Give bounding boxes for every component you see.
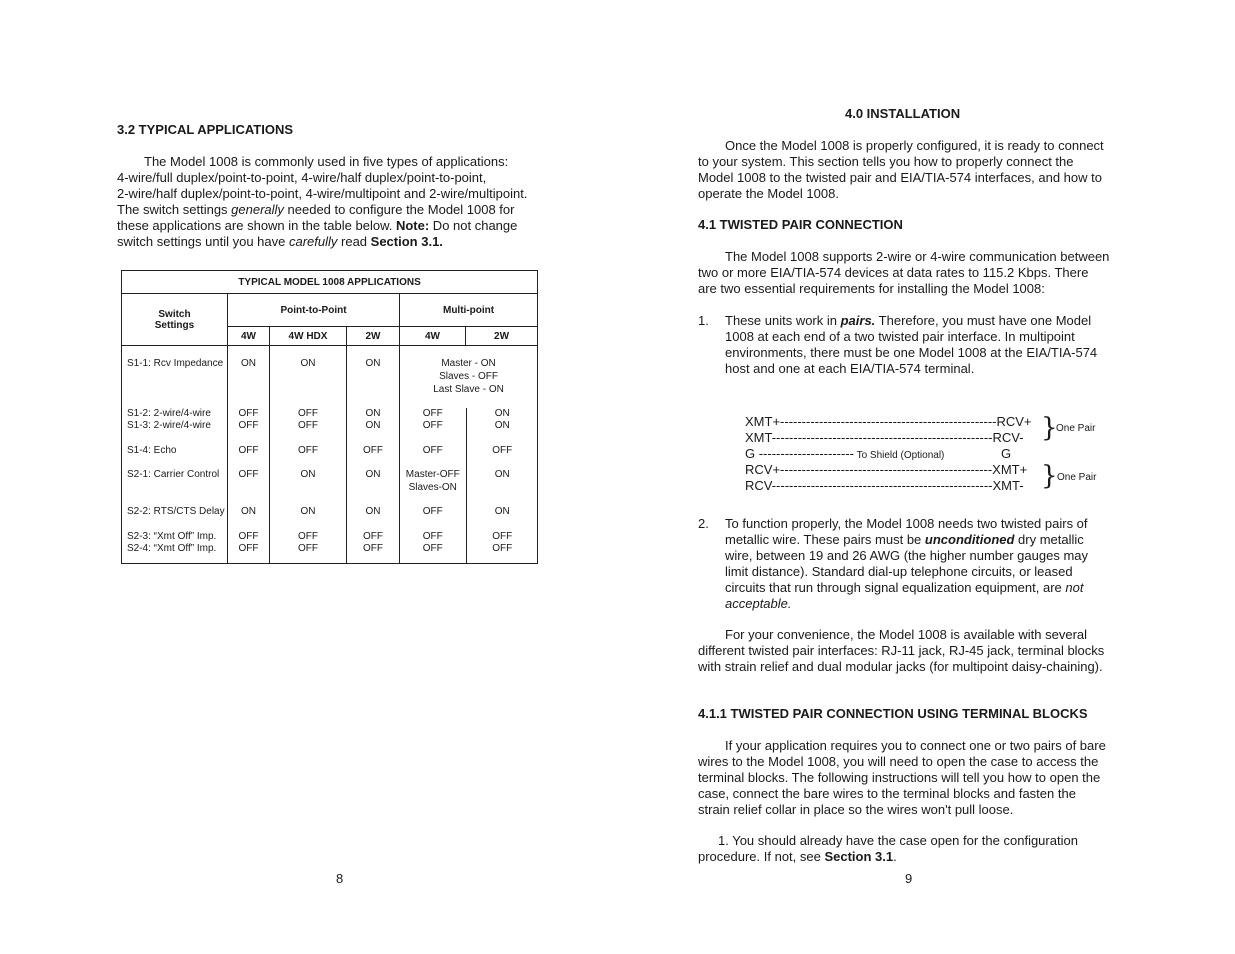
paragraph-line: If your application requires you to connect one or two pairs of bare bbox=[725, 738, 1106, 753]
emphasis: generally bbox=[231, 202, 284, 217]
list-line: To function properly, the Model 1008 needs two twisted pairs of bbox=[725, 516, 1088, 531]
paragraph-line: Once the Model 1008 is properly configured, it is ready to connect bbox=[725, 138, 1104, 153]
switch-labels-column bbox=[122, 346, 228, 564]
list-number: 1. bbox=[698, 313, 709, 328]
right-page bbox=[617, 0, 1235, 954]
table-cell: OFF bbox=[238, 420, 259, 431]
twisted-pair-paragraph bbox=[698, 249, 1228, 297]
table-cell: OFF bbox=[363, 531, 383, 542]
note-label: Note: bbox=[395, 218, 430, 233]
column-2w-p2p bbox=[347, 346, 400, 564]
emphasis: acceptable. bbox=[725, 596, 792, 611]
paragraph-line: with strain relief and dual modular jacks (for multipoint daisy-chaining). bbox=[698, 659, 1103, 674]
table-cell: OFF bbox=[298, 531, 318, 542]
section-heading-4-1: 4.1 TWISTED PAIR CONNECTION bbox=[698, 217, 903, 232]
paragraph-line: Model 1008 to the twisted pair and EIA/TIA-574 interfaces, and how to bbox=[698, 170, 1102, 185]
intro-line: switch settings until you have carefully read Section 3.1. bbox=[117, 234, 443, 249]
section-heading-4-0: 4.0 INSTALLATION bbox=[845, 106, 961, 121]
table-cell: ON bbox=[365, 420, 381, 431]
table-cell: OFF bbox=[422, 506, 443, 517]
table-cell: ON bbox=[300, 358, 316, 369]
column-2w-multi bbox=[466, 408, 538, 563]
table-cell: Master-OFF bbox=[405, 469, 460, 480]
table-cell: OFF bbox=[298, 543, 318, 554]
section-reference: Section 3.1 bbox=[824, 849, 894, 864]
table-cell: ON bbox=[365, 469, 381, 480]
column-4w-p2p bbox=[228, 346, 270, 564]
column-header: 4W HDX bbox=[270, 327, 347, 346]
list-line: environments, there must be one Model 1008 at the EIA/TIA-574 bbox=[725, 345, 1098, 360]
list-line: 1008 at each end of a two twisted pair interface. In multipoint bbox=[725, 329, 1075, 344]
column-header: 4W bbox=[228, 327, 270, 346]
section-reference: Section 3.1. bbox=[370, 234, 443, 249]
table-cell: ON bbox=[241, 358, 256, 369]
list-line: host and one at each EIA/TIA-574 terminal. bbox=[725, 361, 975, 376]
column-header: 2W bbox=[347, 327, 400, 346]
intro-line: 2-wire/half duplex/point-to-point, 4-wire/multipoint and 2-wire/multipoint. bbox=[117, 186, 528, 201]
point-to-point-header: Point-to-Point bbox=[228, 294, 400, 327]
page-number: 9 bbox=[905, 871, 913, 886]
table-cell: OFF bbox=[422, 543, 443, 554]
table-cell: OFF bbox=[422, 445, 443, 456]
requirement-item-1 bbox=[698, 313, 1218, 377]
paragraph-line: strain relief collar in place so the wires won't pull loose. bbox=[698, 802, 1014, 817]
list-line: wire, between 19 and 26 AWG (the higher number gauges may bbox=[725, 548, 1089, 563]
list-line: metallic wire. These pairs must be unconditioned dry metallic bbox=[725, 532, 1084, 547]
paragraph-line: two or more EIA/TIA-574 devices at data rates to 115.2 Kbps. There bbox=[698, 265, 1089, 280]
multi-point-header: Multi-point bbox=[400, 294, 538, 327]
multipoint-merged-cell: Master - ON bbox=[441, 358, 496, 369]
table-cell: ON bbox=[494, 420, 510, 431]
table-cell: OFF bbox=[298, 445, 318, 456]
switch-settings-header: Switch Settings bbox=[122, 294, 228, 346]
wire-line: G bbox=[1001, 446, 1012, 461]
table-cell: OFF bbox=[298, 408, 318, 419]
paragraph-line: operate the Model 1008. bbox=[698, 186, 839, 201]
table-cell: ON bbox=[494, 506, 510, 517]
installation-intro-paragraph bbox=[698, 138, 1228, 202]
table-cell: OFF bbox=[238, 543, 259, 554]
paragraph-line: are two essential requirements for installing the Model 1008: bbox=[698, 281, 1045, 296]
paragraph-line: The Model 1008 supports 2-wire or 4-wire communication between bbox=[725, 249, 1110, 264]
list-line: limit distance). Standard dial-up telephone circuits, or leased bbox=[725, 564, 1073, 579]
table-cell: OFF bbox=[238, 469, 259, 480]
multipoint-merged-cell: Slaves - OFF bbox=[439, 371, 498, 382]
emphasis: pairs. bbox=[840, 313, 876, 328]
intro-line: 4-wire/full duplex/point-to-point, 4-wire/half duplex/point-to-point, bbox=[117, 170, 487, 185]
switch-label: S1-2: 2-wire/4-wire bbox=[127, 408, 211, 419]
table-cell: OFF bbox=[363, 445, 383, 456]
intro-line: The switch settings generally needed to configure the Model 1008 for bbox=[117, 202, 515, 217]
pair-brace: } bbox=[1041, 413, 1058, 443]
pair-label: One Pair bbox=[1056, 423, 1096, 434]
terminal-blocks-paragraph bbox=[698, 738, 1228, 818]
column-header: 2W bbox=[466, 327, 538, 346]
switch-label: S2-4: “Xmt Off” Imp. bbox=[127, 543, 217, 554]
wire-line: RCV+-------------------------------------------------XMT+ bbox=[745, 462, 1028, 477]
requirement-item-2 bbox=[698, 516, 1218, 612]
switch-label: S1-4: Echo bbox=[127, 445, 177, 456]
switch-label: S2-1: Carrier Control bbox=[127, 469, 220, 480]
table-cell: OFF bbox=[422, 420, 443, 431]
paragraph-line: For your convenience, the Model 1008 is available with several bbox=[725, 627, 1088, 642]
emphasis: carefully bbox=[288, 234, 338, 249]
table-cell: OFF bbox=[238, 408, 259, 419]
switch-label: S2-2: RTS/CTS Delay bbox=[127, 506, 225, 517]
multipoint-subtable bbox=[400, 408, 538, 563]
left-page bbox=[0, 0, 617, 954]
switch-label: S2-3: “Xmt Off” Imp. bbox=[127, 531, 217, 542]
list-line: These units work in pairs. Therefore, you must have one Model bbox=[725, 313, 1092, 328]
table-cell: OFF bbox=[492, 543, 513, 554]
paragraph-line: 1. You should already have the case open for the configuration bbox=[718, 833, 1078, 848]
switch-label: S1-1: Rcv Impedance bbox=[127, 358, 224, 369]
table-cell: OFF bbox=[422, 408, 443, 419]
table-cell: ON bbox=[365, 408, 381, 419]
table-cell: ON bbox=[300, 469, 316, 480]
wire-line: G ---------------------- To Shield (Optional) bbox=[745, 446, 945, 461]
list-line: circuits that run through signal equalization equipment, are not bbox=[725, 580, 1084, 595]
column-header: 4W bbox=[400, 327, 466, 346]
table-cell: ON bbox=[494, 408, 510, 419]
pair-label: One Pair bbox=[1057, 472, 1097, 483]
table-cell: Slaves-ON bbox=[408, 482, 457, 493]
table-cell: ON bbox=[494, 469, 510, 480]
table-title: TYPICAL MODEL 1008 APPLICATIONS bbox=[122, 271, 538, 294]
table-cell: ON bbox=[241, 506, 256, 517]
table-cell: OFF bbox=[422, 531, 443, 542]
wire-line: XMT---------------------------------------------------RCV- bbox=[745, 430, 1024, 445]
paragraph-line: wires to the Model 1008, you will need to open the case to access the bbox=[698, 754, 1099, 769]
step-1-paragraph bbox=[698, 833, 1228, 865]
paragraph-line: procedure. If not, see Section 3.1. bbox=[698, 849, 897, 864]
shield-note: To Shield (Optional) bbox=[853, 450, 945, 461]
paragraph-line: different twisted pair interfaces: RJ-11 jack, RJ-45 jack, terminal blocks bbox=[698, 643, 1105, 658]
column-4w-multi bbox=[400, 408, 466, 563]
table-cell: OFF bbox=[363, 543, 383, 554]
table-cell: OFF bbox=[238, 531, 259, 542]
wire-line: XMT+--------------------------------------------------RCV+ bbox=[745, 414, 1032, 429]
paragraph-line: terminal blocks. The following instructions will tell you how to open the bbox=[698, 770, 1101, 785]
intro-paragraph bbox=[117, 154, 597, 250]
table-cell: OFF bbox=[492, 445, 513, 456]
pair-brace: } bbox=[1041, 461, 1058, 491]
table-cell: OFF bbox=[238, 445, 259, 456]
wire-line: RCV---------------------------------------------------XMT- bbox=[745, 478, 1024, 493]
emphasis: unconditioned bbox=[924, 532, 1015, 547]
section-heading-3-2: 3.2 TYPICAL APPLICATIONS bbox=[117, 122, 294, 137]
applications-table bbox=[121, 270, 538, 564]
intro-line: The Model 1008 is commonly used in five types of applications: bbox=[144, 154, 509, 169]
table-cell: OFF bbox=[298, 420, 318, 431]
list-line bbox=[725, 596, 1215, 612]
column-4w-hdx bbox=[270, 346, 347, 564]
table-cell: ON bbox=[300, 506, 316, 517]
table-cell: ON bbox=[365, 358, 381, 369]
list-number: 2. bbox=[698, 516, 709, 531]
table-cell: ON bbox=[365, 506, 381, 517]
multipoint-columns bbox=[400, 346, 538, 564]
intro-line: these applications are shown in the table below. Note: Do not change bbox=[117, 218, 518, 233]
page-number: 8 bbox=[336, 871, 344, 886]
paragraph-line: to your system. This section tells you how to properly connect the bbox=[698, 154, 1074, 169]
table-cell: OFF bbox=[492, 531, 513, 542]
switch-label: S1-3: 2-wire/4-wire bbox=[127, 420, 211, 431]
convenience-paragraph bbox=[698, 627, 1228, 675]
emphasis: not bbox=[1065, 580, 1084, 595]
paragraph-line: case, connect the bare wires to the terminal blocks and fasten the bbox=[698, 786, 1076, 801]
multipoint-merged-cell: Last Slave - ON bbox=[433, 384, 504, 395]
section-heading-4-1-1: 4.1.1 TWISTED PAIR CONNECTION USING TERMINAL BLOCKS bbox=[698, 706, 1088, 721]
